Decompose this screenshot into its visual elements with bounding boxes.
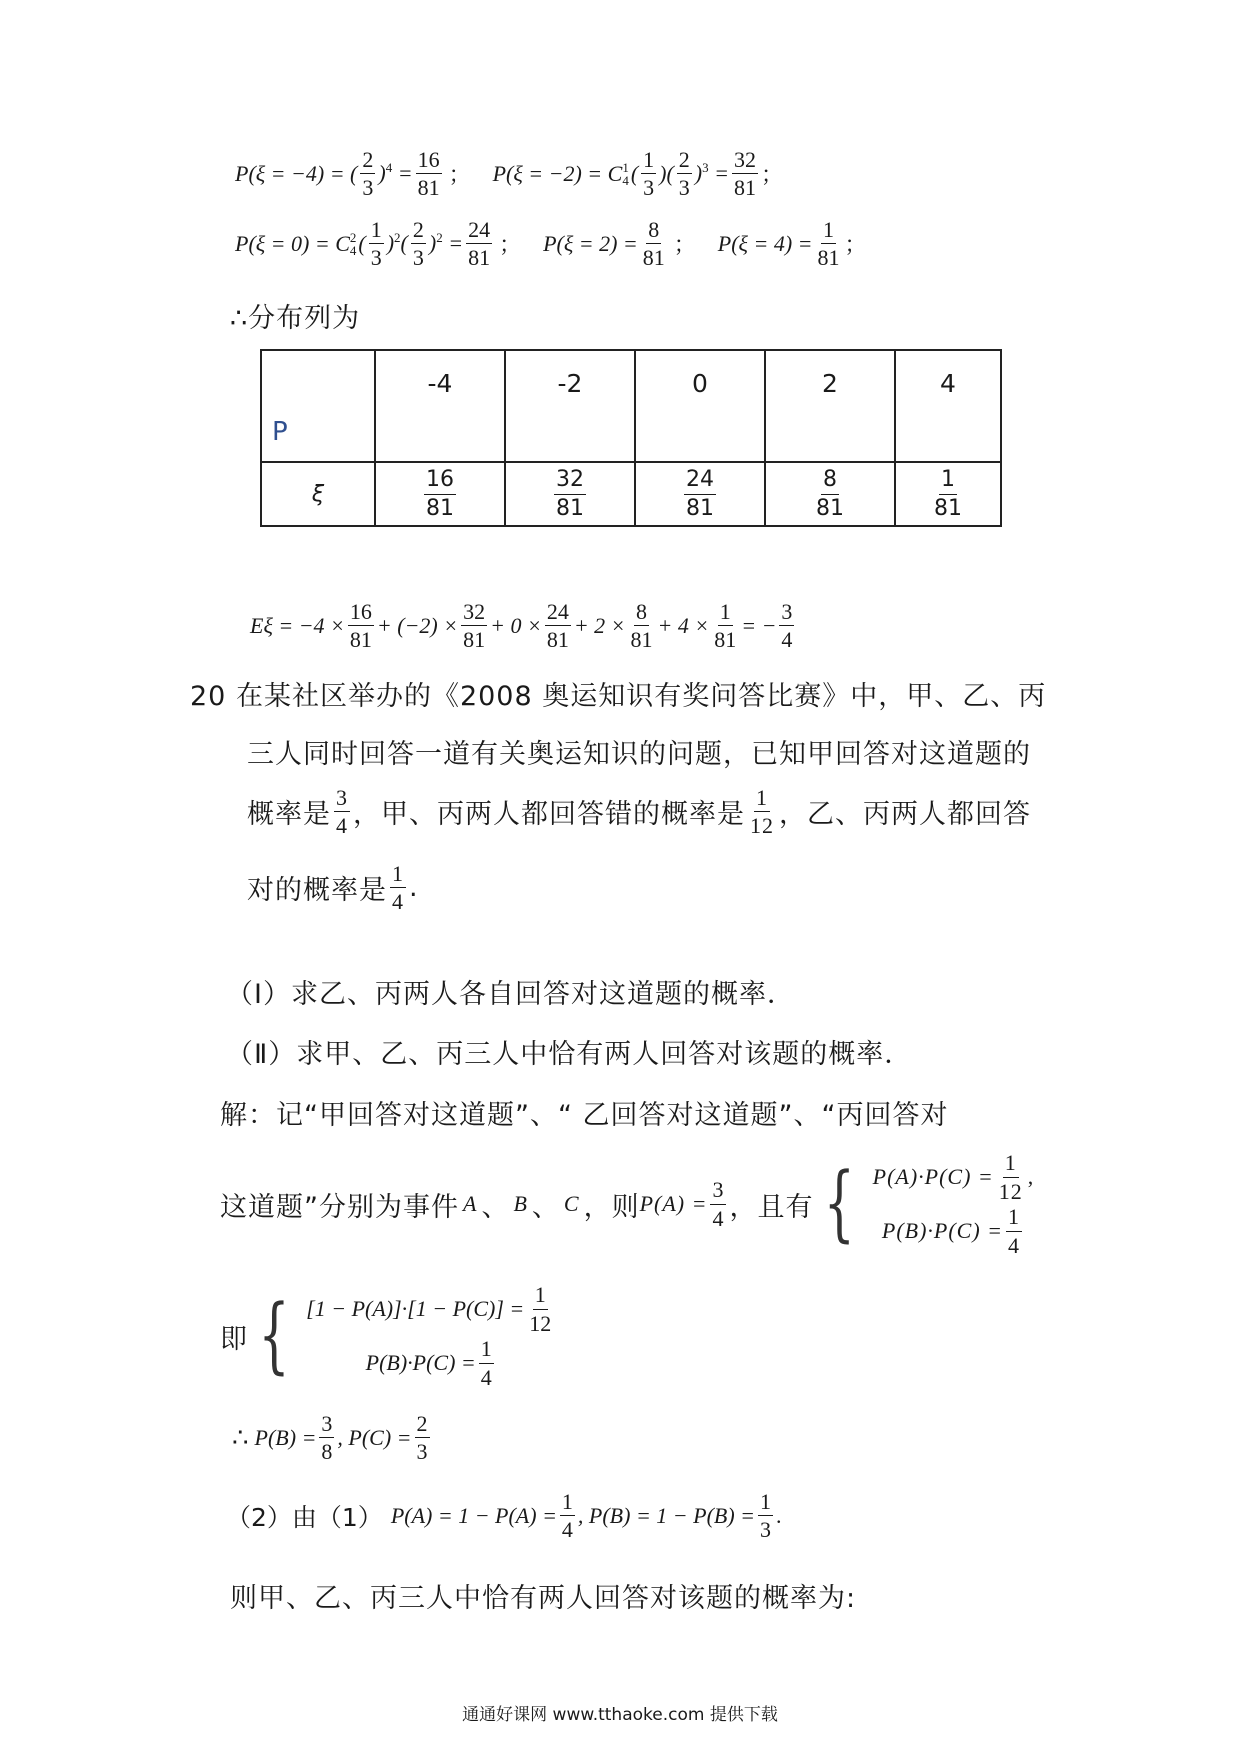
solution-part-2: （2）由（1） P(A) = 1 − P(A) = $\frac{1}{4}$ , P(B) = 1 − P(B) = $\frac{1}{3}$ . xyxy=(226,1489,782,1543)
solution-pb-pc: ∴ P(B) = $\frac{3}{8}$ , P(C) = $\frac{2}{3}$ xyxy=(232,1411,428,1465)
solution-final-line: 则甲、乙、丙三人中恰有两人回答对该题的概率为: xyxy=(230,1583,857,1614)
table-prob-cell: $\frac{1}{81}$ xyxy=(895,462,1001,526)
table-prob-cell: $\frac{8}{81}$ xyxy=(765,462,895,526)
probability-line-2: P(ξ = 0) = C 2 4 ( $\frac{1}{3}$ )$^2$( $\frac{2}{3}$ )$^2$ = $\frac{24}{81}$ ； P(ξ = 2) = $\frac{8}{81}$ ； P(ξ = 4) = $\frac{1}{81}$ ； xyxy=(235,217,867,271)
question-1: （Ⅰ）求乙、丙两人各自回答对这道题的概率． xyxy=(226,979,795,1010)
table-value-cell: -2 xyxy=(505,350,635,462)
table-prob-cell: $\frac{16}{81}$ xyxy=(375,462,505,526)
distribution-heading: ∴分布列为 xyxy=(230,303,361,334)
table-value-cell: 4 xyxy=(895,350,1001,462)
question-2: （Ⅱ）求甲、乙、丙三人中恰有两人回答对该题的概率． xyxy=(226,1039,913,1070)
probability-line-1: P(ξ = −4) = ( $\frac{2}{3}$ )$^4$ = $\frac{16}{81}$ ； P(ξ = −2) = C 1 4 ( $\frac{1}{3}$ )( $\frac{2}{3}$ )$^3$ = $\frac{32}{81}$ ； xyxy=(235,147,783,201)
problem-20-line-4: 对的概率是 $\frac{1}{4}$ . xyxy=(247,861,419,915)
distribution-table xyxy=(260,349,1002,527)
page-footer: 通通好课网 www.tthaoke.com 提供下载 xyxy=(462,1705,778,1725)
expectation-formula: Eξ = −4 × $\frac{16}{81}$ + (−2) × $\frac{32}{81}$ + 0 × $\frac{24}{81}$ + 2 × $\frac{8}{81}$ + 4 × $\frac{1}{81}$ = − $\frac{3}{4}$ xyxy=(250,599,793,653)
table-value-cell: 0 xyxy=(635,350,765,462)
solution-line-ji: 即 { [1 − P(A)]·[1 − P(C)] = $\frac{1}{12}$ P(B)·P(C) = $\frac{1}{4}$ xyxy=(220,1282,556,1390)
table-prob-cell: $\frac{24}{81}$ xyxy=(635,462,765,526)
table-row-label-xi: ξ xyxy=(261,462,375,526)
table-row-label-p: P xyxy=(261,350,375,462)
solution-line-2: 这道题”分别为事件 A 、 B 、 C ，则 P(A) = $\frac{3}{4}$ ，且有 { P(A)·P(C) = $\frac{1}{12}$ , P(B)·P(C) = $\frac{1}{4}$ xyxy=(220,1150,1035,1258)
problem-20-line-2: 三人同时回答一道有关奥运知识的问题，已知甲回答对这道题的 xyxy=(247,739,1031,770)
problem-20-line-3: 概率是 $\frac{3}{4}$ ，甲、丙两人都回答错的概率是 $\frac{1}{12}$ ，乙、丙两人都回答 xyxy=(247,785,1031,839)
solution-line-1: 解：记“甲回答对这道题”、“ 乙回答对这道题”、“丙回答对 xyxy=(220,1100,949,1131)
equation-system-2: [1 − P(A)]·[1 − P(C)] = $\frac{1}{12}$ P(B)·P(C) = $\frac{1}{4}$ xyxy=(306,1282,552,1390)
equation-system-1: P(A)·P(C) = $\frac{1}{12}$ , P(B)·P(C) = $\frac{1}{4}$ xyxy=(872,1150,1035,1258)
problem-20-line-1: 20 在某社区举办的《2008 奥运知识有奖问答比赛》中，甲、乙、丙 xyxy=(190,681,1047,712)
table-prob-cell: $\frac{32}{81}$ xyxy=(505,462,635,526)
table-value-cell: -4 xyxy=(375,350,505,462)
system-brace: { xyxy=(824,1156,857,1251)
table-value-cell: 2 xyxy=(765,350,895,462)
system-brace: { xyxy=(258,1288,290,1383)
